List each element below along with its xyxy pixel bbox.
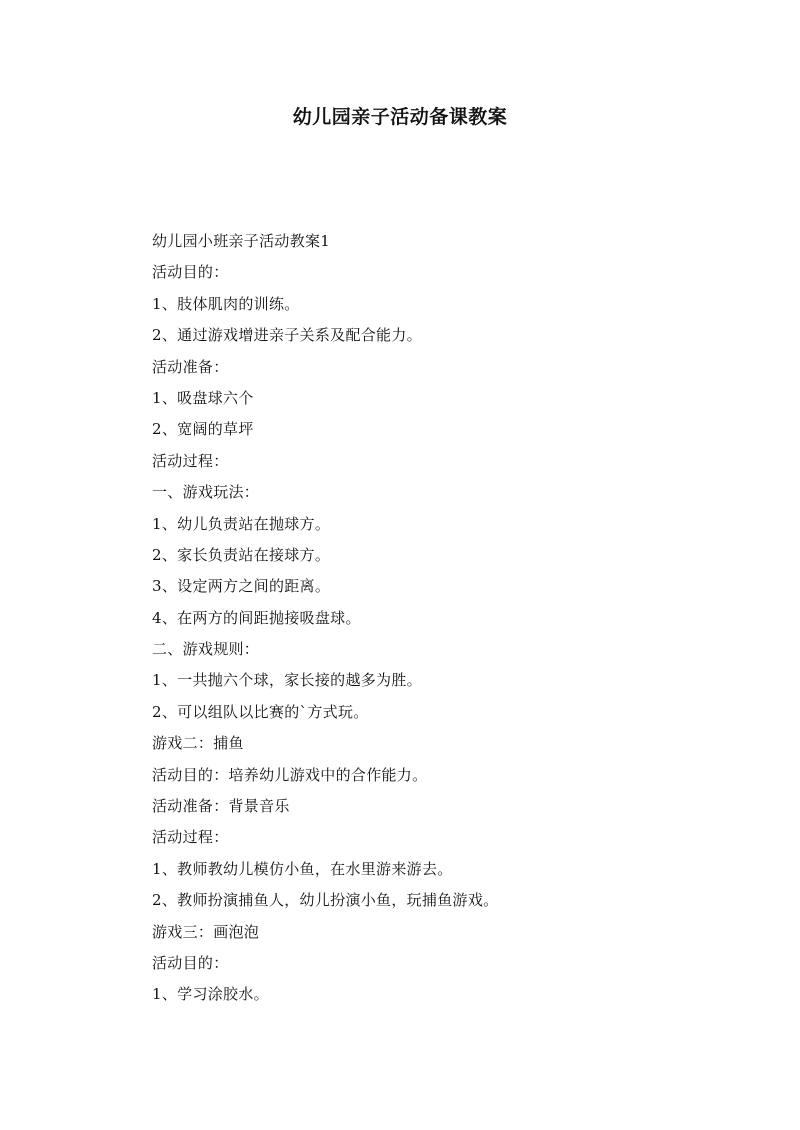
list-item: 3、设定两方之间的距离。 bbox=[152, 577, 331, 596]
list-item: 1、吸盘球六个 bbox=[152, 388, 254, 407]
list-item: 2、宽阔的草坪 bbox=[152, 420, 254, 439]
list-item: 4、在两方的间距抛接吸盘球。 bbox=[152, 608, 361, 627]
subsection-label: 一、游戏玩法： bbox=[152, 483, 260, 502]
section-label: 活动准备：背景音乐 bbox=[152, 797, 290, 816]
section-label: 活动过程： bbox=[152, 451, 229, 470]
list-item: 2、教师扮演捕鱼人，幼儿扮演小鱼，玩捕鱼游戏。 bbox=[152, 891, 499, 910]
list-item: 2、通过游戏增进亲子关系及配合能力。 bbox=[152, 326, 422, 345]
game-heading: 游戏二：捕鱼 bbox=[152, 734, 244, 753]
document-body bbox=[152, 226, 752, 1011]
list-item: 1、学习涂胶水。 bbox=[152, 985, 269, 1004]
section-label: 活动目的： bbox=[152, 953, 229, 972]
list-item: 1、教师教幼儿模仿小鱼，在水里游来游去。 bbox=[152, 859, 453, 878]
subsection-label: 二、游戏规则： bbox=[152, 640, 260, 659]
list-item: 1、幼儿负责站在抛球方。 bbox=[152, 514, 331, 533]
list-item: 1、一共抛六个球，家长接的越多为胜。 bbox=[152, 671, 422, 690]
section-label: 活动准备： bbox=[152, 357, 229, 376]
list-item: 2、可以组队以比赛的`方式玩。 bbox=[152, 702, 369, 721]
section-label: 活动目的：培养幼儿游戏中的合作能力。 bbox=[152, 765, 428, 784]
game-heading: 游戏三：画泡泡 bbox=[152, 922, 260, 941]
document-title: 幼儿园亲子活动备课教案 bbox=[292, 106, 508, 128]
list-item: 2、家长负责站在接球方。 bbox=[152, 545, 331, 564]
list-item: 1、肢体肌肉的训练。 bbox=[152, 294, 300, 313]
section-label: 活动过程： bbox=[152, 828, 229, 847]
section-label: 活动目的： bbox=[152, 263, 229, 282]
lesson-heading: 幼儿园小班亲子活动教案1 bbox=[152, 232, 331, 250]
